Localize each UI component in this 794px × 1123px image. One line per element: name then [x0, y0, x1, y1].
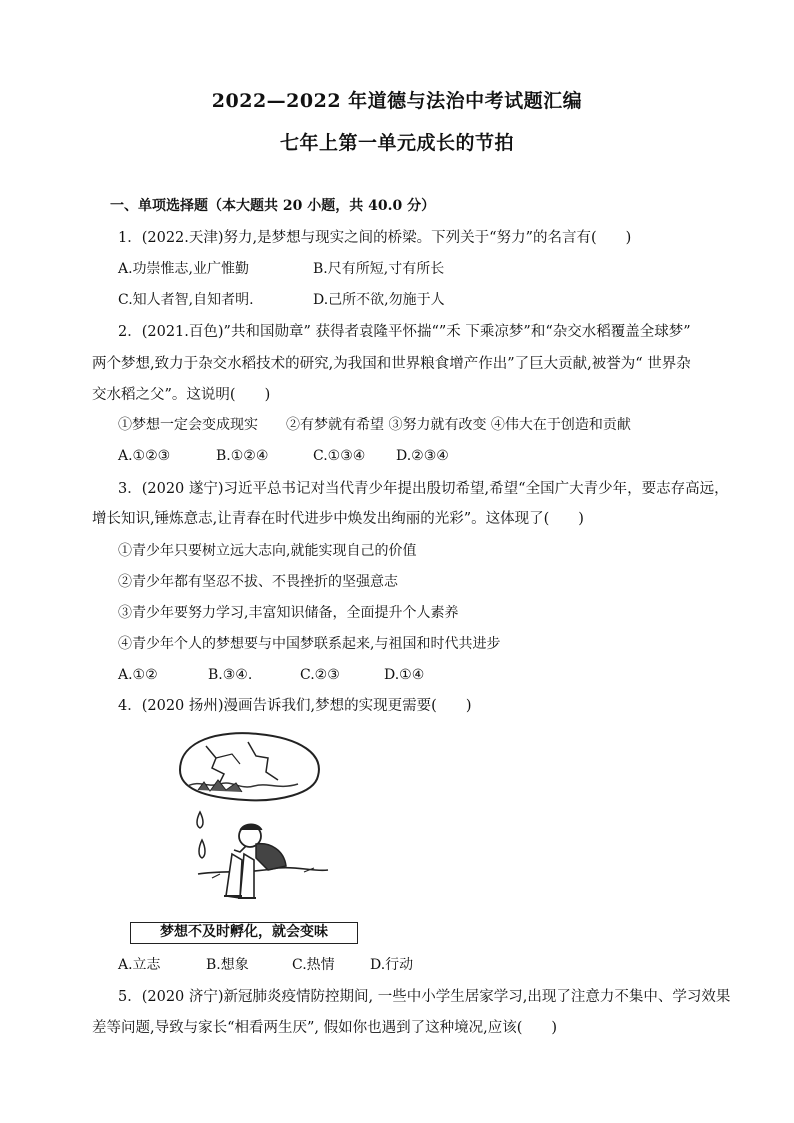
question-3-statement-2: ②青少年都有坚忍不拔、不畏挫折的坚强意志	[118, 574, 398, 590]
question-3-option-a: A.①②	[118, 667, 158, 683]
page-title: 2022—2022 年道德与法治中考试题汇编	[211, 90, 583, 112]
question-5-stem-line2: 差等问题,导致与家长“相看两生厌”, 假如你也遇到了这种境况,应该( )	[92, 1020, 558, 1036]
question-3-option-c: C.②③	[300, 667, 340, 683]
question-2-stem-line1: 2．(2021.百色)”共和国勋章” 获得者袁隆平怀揣“”禾 下乘凉梦”和“杂交水稻覆盖全球梦”	[118, 324, 691, 340]
question-2-stem-line2: 两个梦想,致力于杂交水稻技术的研究,为我国和世界粮食增产作出”了巨大贡献,被誉为“ 世界杂	[92, 356, 691, 372]
question-2-option-d: D.②③④	[396, 448, 449, 464]
question-3-statement-3: ③青少年要努力学习,丰富知识储备，全面提升个人素养	[118, 605, 459, 621]
question-1-option-a: A.功崇惟志,业广惟勤	[118, 261, 250, 277]
question-2-statements: ①梦想一定会变成现实 ②有梦就有希望 ③努力就有改变 ④伟大在于创造和贡献	[118, 417, 631, 433]
cartoon-illustration	[128, 728, 368, 946]
question-2-stem-line3: 交水稻之父”。这说明( )	[92, 387, 271, 403]
question-4-option-b: B.想象	[206, 957, 249, 973]
cartoon-caption: 梦想不及时孵化，就会变味	[130, 922, 358, 944]
question-4-option-c: C.热情	[292, 957, 335, 973]
question-3-stem-line1: 3．(2020 遂宁)习近平总书记对当代青少年提出殷切希望,希望“全国广大青少年，要志存高远，	[118, 481, 729, 497]
question-3-stem-line2: 增长知识,锤炼意志,让青春在时代进步中焕发出绚丽的光彩”。这体现了( )	[92, 511, 584, 527]
question-1-option-c: C.知人者智,自知者明.	[118, 292, 254, 308]
question-4-stem: 4．(2020 扬州)漫画告诉我们,梦想的实现更需要( )	[118, 698, 472, 714]
question-2-option-c: C.①③④	[313, 448, 366, 464]
question-3-statement-4: ④青少年个人的梦想要与中国梦联系起来,与祖国和时代共进步	[118, 636, 501, 652]
question-3-statement-1: ①青少年只要树立远大志向,就能实现自己的价值	[118, 543, 417, 559]
question-3-option-b: B.③④.	[208, 667, 253, 683]
question-1-option-d: D.己所不欲,勿施于人	[313, 292, 445, 308]
question-1-stem: 1．(2022.天津)努力,是梦想与现实之间的桥梁。下列关于“努力”的名言有( )	[118, 230, 632, 246]
question-1-option-b: B.尺有所短,寸有所长	[313, 261, 445, 277]
question-4-option-a: A.立志	[118, 957, 161, 973]
question-3-option-d: D.①④	[384, 667, 425, 683]
section-heading: 一、单项选择题（本大题共 20 小题，共 40.0 分）	[110, 198, 436, 214]
question-5-stem-line1: 5．(2020 济宁)新冠肺炎疫情防控期间, 一些中小学生居家学习,出现了注意力不集中、学习效果	[118, 989, 731, 1005]
question-2-option-b: B.①②④	[216, 448, 269, 464]
question-4-option-d: D.行动	[370, 957, 414, 973]
page-subtitle: 七年上第一单元成长的节拍	[279, 132, 514, 154]
question-2-option-a: A.①②③	[118, 448, 171, 464]
